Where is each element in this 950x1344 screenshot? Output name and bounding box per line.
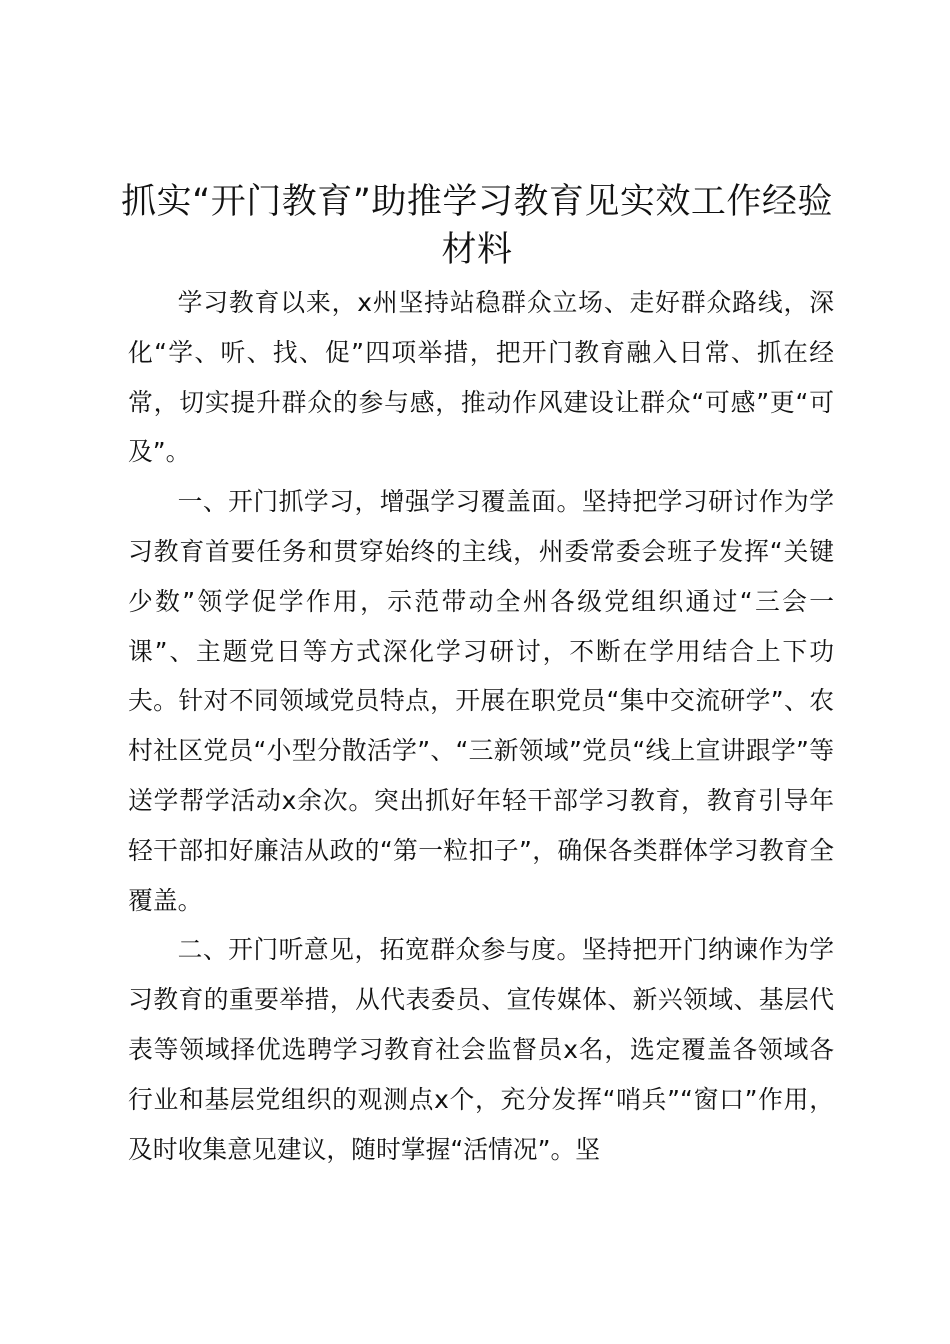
paragraph-section-2: 二、开门听意见，拓宽群众参与度。坚持把开门纳谏作为学习教育的重要举措，从代表委员、宣传媒体、新兴领域、基层代表等领域择优选聘学习教育社会监督员x名，选定覆盖各领域各行业和基层党组织的观测点x个，充分发挥“哨兵”“窗口”作用，及时收集意见建议，随时掌握“活情况”。坚 [128,935,834,1164]
paragraph-section-1: 一、开门抓学习，增强学习覆盖面。坚持把学习研讨作为学习教育首要任务和贯穿始终的主线，州委常委会班子发挥“关键少数”领学促学作用，示范带动全州各级党组织通过“三会一课”、主题党日等方式深化学习研讨，不断在学用结合上下功夫。针对不同领域党员特点，开展在职党员“集中交流研学”、农村社区党员“小型分散活学”、“三新领域”党员“线上宣讲跟学”等送学帮学活动x余次。突出抓好年轻干部学习教育，教育引导年轻干部扣好廉洁从政的“第一粒扣子”，确保各类群体学习教育全覆盖。 [128,487,834,915]
paragraph-intro: 学习教育以来，x州坚持站稳群众立场、走好群众路线，深化“学、听、找、促”四项举措，把开门教育融入日常、抓在经常，切实提升群众的参与感，推动作风建设让群众“可感”更“可及”。 [128,288,834,467]
document-title: 抓实“开门教育”助推学习教育见实效工作经验材料 [121,182,833,270]
document-body [128,278,834,1174]
